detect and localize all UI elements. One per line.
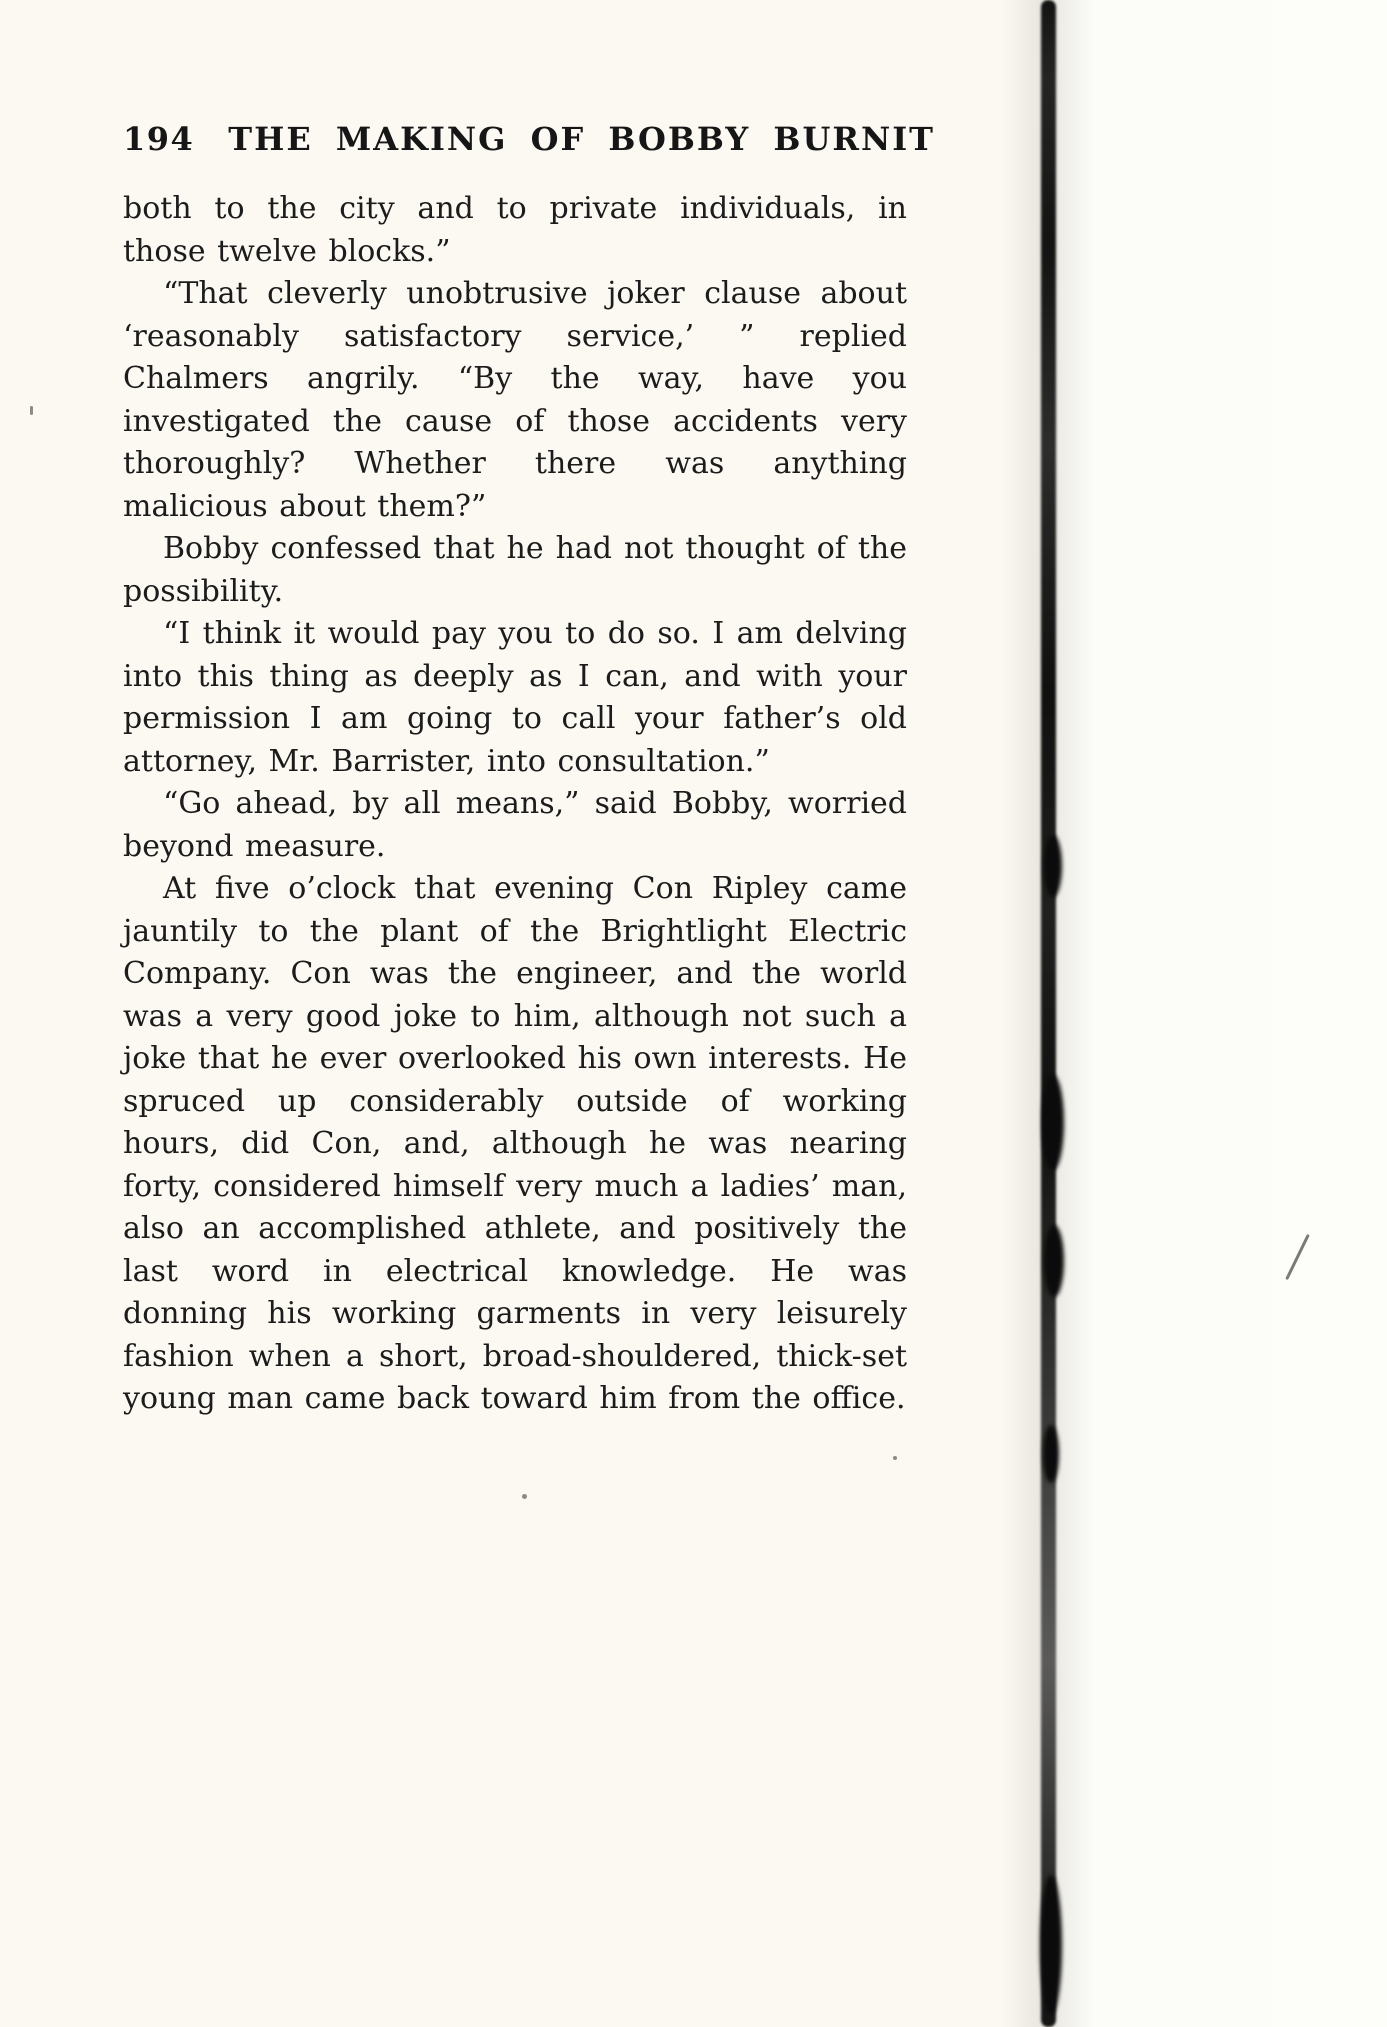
paragraph: both to the city and to private individuals, in those twelve blocks.” — [123, 191, 907, 269]
running-title: THE MAKING OF BOBBY BURNIT — [228, 120, 935, 158]
page-number: 194 — [123, 120, 195, 158]
paragraph: At five o’clock that evening Con Ripley came jauntily to the plant of the Brightlight Electric Company. Con was the engineer, and the world was a very good joke to him, although not such a joke that he ever overlooked his own interests. He spruced up considerably outside of working hours, did Con, and, although he was nearing forty, considered himself very much a ladies’ man, also an accomplished athlete, and positively the last word in electrical knowledge. He was donning his working garments in very leisurely fashion when a short, broad-shouldered, thick-set young man came back toward him from the office. — [123, 871, 907, 1416]
page-header — [123, 120, 935, 158]
paragraph: “Go ahead, by all means,” said Bobby, worried beyond measure. — [123, 786, 907, 864]
scan-speck — [522, 1494, 527, 1499]
scan-mark-slash — [1285, 1234, 1310, 1280]
paragraph: “I think it would pay you to do so. I am delving into this thing as deeply as I can, and with your permission I am going to call your father’s old attorney, Mr. Barrister, into consultation.” — [123, 616, 907, 779]
binding-blot — [1040, 1875, 1062, 2015]
scan-speck — [893, 1456, 897, 1460]
scan-speck — [30, 406, 33, 415]
binding-blot — [1044, 835, 1062, 897]
gutter-shadow — [1000, 0, 1095, 2027]
paragraph: “That cleverly unobtrusive joker clause about ‘reasonably satisfactory service,’ ” replied Chalmers angrily. “By the way, have you investigated the cause of those accidents very thoroughly? Whether there was anything malicious about them?” — [123, 276, 907, 524]
binding-blot — [1042, 1075, 1064, 1170]
binding-blot — [1043, 1425, 1059, 1483]
binding-blot — [1044, 1225, 1064, 1297]
paragraph: Bobby confessed that he had not thought of the possibility. — [123, 531, 907, 609]
binding-shadow — [1041, 0, 1056, 2027]
text-block — [123, 188, 907, 1421]
